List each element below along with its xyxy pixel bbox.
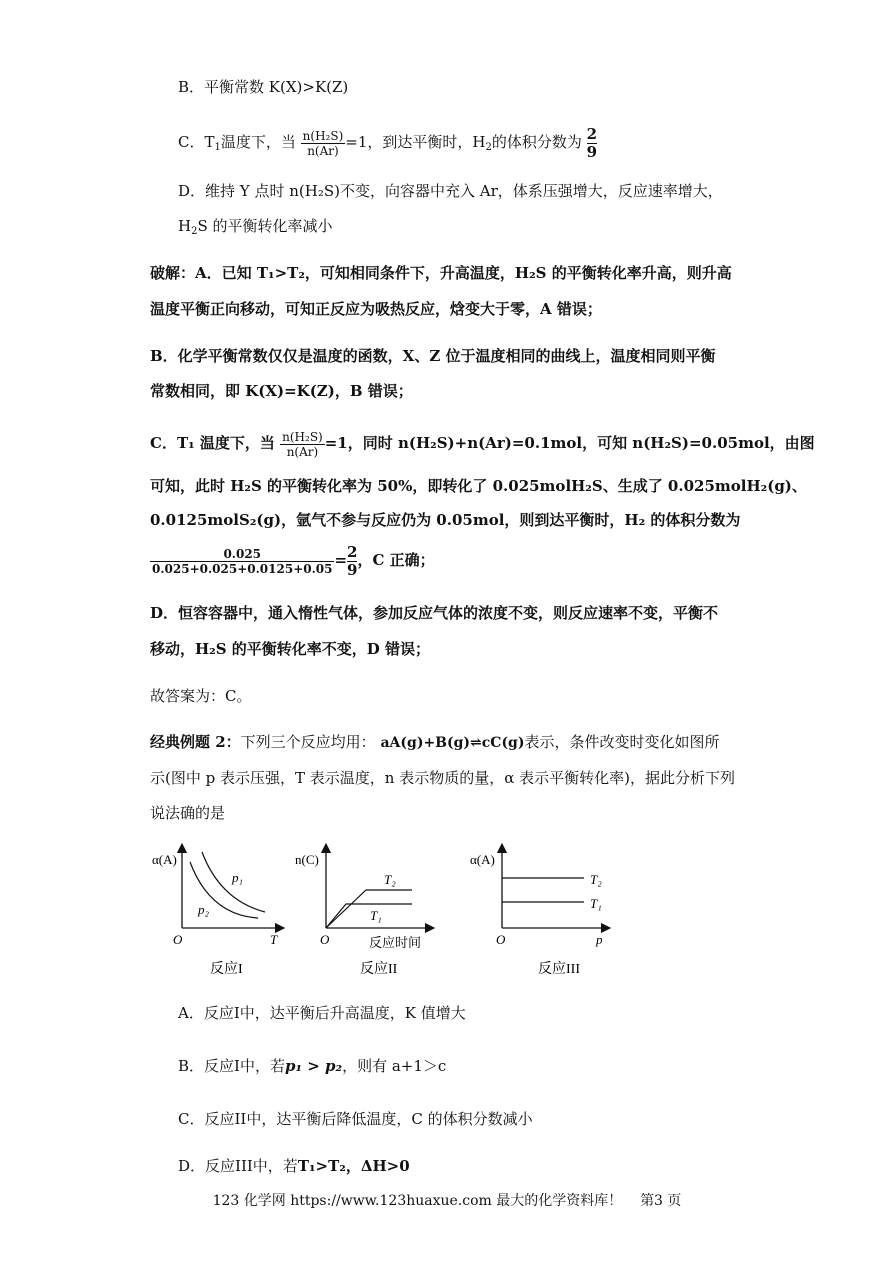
q2-b-cond: p₁ > p₂ xyxy=(284,1057,343,1075)
analysis-d-line1: D．恒容容器中，通入惰性气体，参加反应气体的浓度不变，则反应速率不变，平衡不 xyxy=(150,604,719,622)
q1-c-prefix: C．T xyxy=(178,133,215,151)
analysis-c4-post: ，C 正确； xyxy=(357,551,435,569)
g2-origin: O xyxy=(320,932,330,947)
page-footer xyxy=(0,1190,894,1210)
g3-label-t2: T₂ xyxy=(590,872,602,887)
q2-d-cond: T₁>T₂，ΔH>0 xyxy=(297,1157,410,1175)
analysis-a-line1: 破解：A．已知 T₁>T₂，可知相同条件下，升高温度，H₂S 的平衡转化率升高，则升高 xyxy=(150,264,732,282)
g3-caption: 反应III xyxy=(538,962,580,977)
g3-ylabel: α(A) xyxy=(470,852,495,867)
analysis-c-frac-den: n(Ar) xyxy=(286,444,319,459)
g1-label-p2: p₂ xyxy=(198,902,210,917)
q1-c-fraction xyxy=(301,129,346,158)
g1-xlabel: T xyxy=(270,932,278,947)
q1-option-c xyxy=(178,122,597,162)
analysis-c-frac-num: n(H₂S) xyxy=(282,429,323,444)
q1-c-mid: 温度下，当 xyxy=(220,133,296,151)
graph-reaction-2 xyxy=(295,848,430,977)
analysis-c-post: =1，同时 n(H₂S)+n(Ar)=0.1mol，可知 n(H₂S)=0.05mol，由图 xyxy=(324,434,815,452)
g2-caption: 反应II xyxy=(360,962,398,977)
footer-page-number: 第3 页 xyxy=(640,1193,682,1209)
q1-c-frac-den: n(Ar) xyxy=(307,143,339,158)
q1-d-post: S 的平衡转化率减小 xyxy=(197,217,333,235)
q2-option-a: A．反应I中，达平衡后升高温度，K 值增大 xyxy=(178,1004,466,1022)
q1-c-answer-fraction xyxy=(587,126,597,161)
analysis-c-line4 xyxy=(150,540,435,580)
q1-d-sub: 2 xyxy=(191,226,198,237)
q2-b-post: ，则有 a+1＞c xyxy=(342,1057,447,1075)
q1-option-d-line1: D．维持 Y 点时 n(H₂S)不变，向容器中充入 Ar，体系压强增大，反应速率增大， xyxy=(178,182,723,200)
g1-caption: 反应I xyxy=(210,962,243,977)
q1-c-sub1: 1 xyxy=(214,142,221,153)
g2-curve-t2 xyxy=(326,890,412,928)
example2-line2: 示(图中 p 表示压强，T 表示温度，n 表示物质的量，α 表示平衡转化率)，据此分析下列 xyxy=(150,769,735,787)
g1-label-p1: p₁ xyxy=(232,870,244,885)
analysis-c4-den: 0.025+0.025+0.0125+0.05 xyxy=(152,561,333,576)
g1-ylabel: α(A) xyxy=(152,852,177,867)
answer-line: 故答案为：C。 xyxy=(150,687,252,705)
analysis-c4-ans-den: 9 xyxy=(347,560,358,579)
g3-xlabel: p xyxy=(596,932,603,947)
analysis-a-line2: 温度平衡正向移动，可知正反应为吸热反应，焓变大于零，A 错误； xyxy=(150,300,602,318)
q1-option-d-line2 xyxy=(178,215,333,237)
example2-label: 经典例题 2： xyxy=(150,733,241,751)
q1-c-post2: 的体积分数为 xyxy=(491,133,582,151)
q2-option-c: C．反应II中，达平衡后降低温度，C 的体积分数减小 xyxy=(178,1110,533,1128)
q1-c-sub2: 2 xyxy=(485,142,492,153)
graph-reaction-1 xyxy=(152,848,280,977)
g2-label-t1: T₁ xyxy=(370,908,382,923)
g1-origin: O xyxy=(173,932,183,947)
analysis-c-prefix: C．T₁ 温度下，当 xyxy=(150,434,275,452)
analysis-b-line1: B．化学平衡常数仅仅是温度的函数，X、Z 位于温度相同的曲线上，温度相同则平衡 xyxy=(150,347,716,365)
g2-ylabel: n(C) xyxy=(295,852,319,867)
graph-reaction-3 xyxy=(470,848,606,977)
q2-b-pre: B．反应I中，若 xyxy=(178,1057,285,1075)
q2-d-pre: D．反应III中，若 xyxy=(178,1157,298,1175)
example2-intro: 下列三个反应均用： xyxy=(240,733,376,751)
g2-xlabel: 反应时间 xyxy=(369,935,422,950)
g2-label-t2: T₂ xyxy=(384,872,396,887)
analysis-c-line3: 0.0125molS₂(g)，氩气不参与反应仍为 0.05mol，则到达平衡时，H₂ 的体积分数为 xyxy=(150,511,741,529)
example2-line1 xyxy=(150,731,720,754)
q1-d-pre: H xyxy=(178,217,192,235)
reaction-graphs xyxy=(140,840,640,985)
q1-c-frac-num: n(H₂S) xyxy=(302,128,344,143)
example2-equation: aA(g)+B(g)⇌cC(g) xyxy=(380,735,525,751)
analysis-c4-answer-fraction xyxy=(347,544,357,579)
analysis-c4-num: 0.025 xyxy=(150,547,334,562)
g3-origin: O xyxy=(496,932,506,947)
analysis-c-fraction xyxy=(280,430,325,459)
q1-c-ans-den: 9 xyxy=(586,142,598,161)
analysis-d-line2: 移动，H₂S 的平衡转化率不变，D 错误； xyxy=(150,640,431,658)
example2-line3: 说法确的是 xyxy=(150,804,226,822)
q1-c-post: =1，到达平衡时，H xyxy=(345,133,486,151)
q2-option-d xyxy=(178,1155,410,1177)
analysis-c4-eq: = xyxy=(334,551,348,569)
q1-c-ans-num: 2 xyxy=(586,124,598,143)
q1-option-b: B．平衡常数 K(X)>K(Z) xyxy=(178,78,349,96)
analysis-c4-ans-num: 2 xyxy=(347,542,358,561)
analysis-c-line2: 可知，此时 H₂S 的平衡转化率为 50%，即转化了 0.025molH₂S、生成了 0.025molH₂(g)、 xyxy=(150,477,807,495)
g3-label-t1: T₁ xyxy=(590,896,602,911)
analysis-c-line1 xyxy=(150,423,815,463)
analysis-c4-fraction xyxy=(150,547,334,576)
q2-option-b xyxy=(178,1055,446,1077)
analysis-b-line2: 常数相同，即 K(X)=K(Z)，B 错误； xyxy=(150,382,413,400)
footer-text: 123 化学网 https://www.123huaxue.com 最大的化学资料库！ xyxy=(212,1193,623,1209)
example2-intro2: 表示，条件改变时变化如图所 xyxy=(524,733,720,751)
